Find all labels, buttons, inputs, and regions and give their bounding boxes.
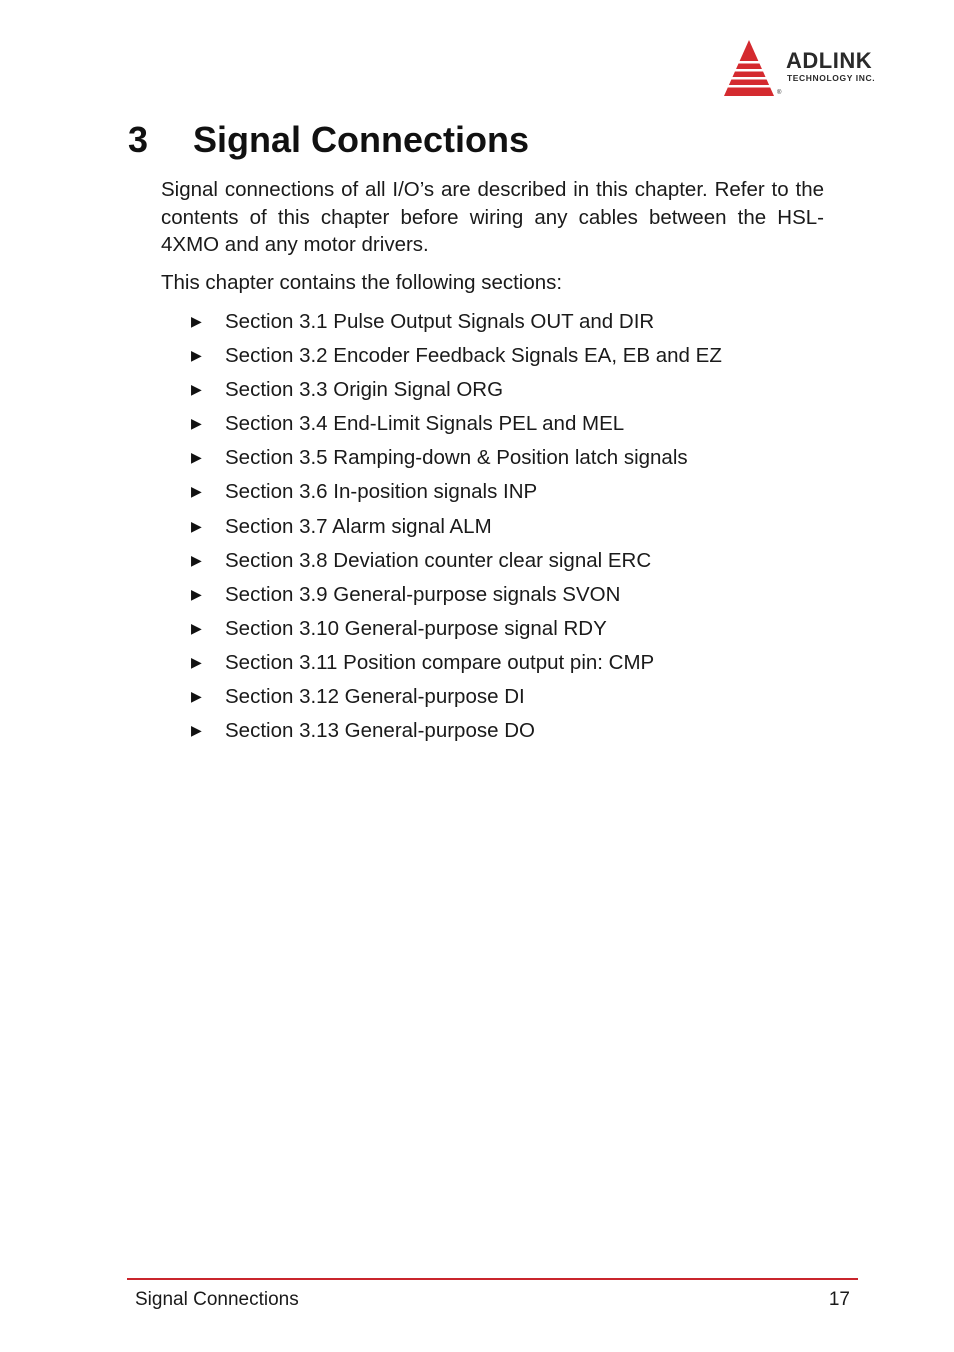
list-item [191, 513, 722, 547]
triangle-bullet-icon: ▶ [191, 688, 202, 705]
section-link-3-6[interactable]: Section 3.6 In-position signals INP [225, 480, 538, 504]
triangle-bullet-icon: ▶ [191, 653, 202, 670]
list-item [191, 410, 722, 444]
chapter-number: 3 [128, 119, 149, 160]
section-link-3-13[interactable]: Section 3.13 General-purpose DO [225, 719, 535, 743]
triangle-bullet-icon: ▶ [191, 449, 202, 466]
list-item [191, 547, 722, 581]
logo-wordmark: ADLINK [786, 48, 873, 73]
section-link-3-7[interactable]: Section 3.7 Alarm signal ALM [225, 514, 492, 538]
footer-chapter-name: Signal Connections [135, 1289, 299, 1310]
sections-lead: This chapter contains the following sections: [161, 271, 563, 294]
section-list [191, 308, 722, 751]
section-link-3-1[interactable]: Section 3.1 Pulse Output Signals OUT and DIR [225, 310, 655, 333]
triangle-bullet-icon: ▶ [191, 619, 202, 636]
list-item [191, 717, 722, 751]
triangle-bullet-icon: ▶ [191, 551, 202, 568]
list-item [191, 444, 722, 478]
chapter-heading [128, 118, 529, 162]
chapter-title: Signal Connections [193, 119, 530, 160]
logo-tagline: TECHNOLOGY INC. [787, 73, 876, 83]
section-link-3-3[interactable]: Section 3.3 Origin Signal ORG [225, 378, 504, 402]
triangle-bullet-icon: ▶ [191, 517, 202, 534]
list-item [191, 581, 722, 615]
triangle-bullet-icon: ▶ [191, 347, 202, 364]
section-link-3-4[interactable]: Section 3.4 End-Limit Signals PEL and MEL [225, 412, 625, 436]
section-link-3-2[interactable]: Section 3.2 Encoder Feedback Signals EA, EB and EZ [225, 344, 722, 368]
triangle-bullet-icon: ▶ [191, 415, 202, 432]
intro-paragraph: Signal connections of all I/O’s are described in this chapter. Refer to the contents of this chapter before wiring any cables between the HSL-4XMO and any motor drivers. [161, 178, 824, 256]
triangle-bullet-icon: ▶ [191, 313, 202, 329]
section-link-3-8[interactable]: Section 3.8 Deviation counter clear signal ERC [225, 548, 652, 572]
list-item [191, 683, 722, 717]
triangle-bullet-icon: ▶ [191, 381, 202, 398]
section-link-3-12[interactable]: Section 3.12 General-purpose DI [225, 685, 525, 709]
list-item [191, 478, 722, 512]
list-item [191, 376, 722, 410]
list-item [191, 308, 722, 342]
adlink-logo [722, 38, 914, 100]
page-number: 17 [828, 1289, 850, 1310]
registered-mark: ® [777, 90, 782, 96]
list-item [191, 649, 722, 683]
list-item [191, 615, 722, 649]
adlink-triangle-icon [722, 38, 784, 100]
section-link-3-9[interactable]: Section 3.9 General-purpose signals SVON [225, 582, 621, 606]
triangle-bullet-icon: ▶ [191, 722, 202, 739]
triangle-bullet-icon: ▶ [191, 483, 202, 500]
section-link-3-5[interactable]: Section 3.5 Ramping-down & Position latch signals [225, 446, 688, 470]
list-item [191, 342, 722, 376]
section-link-3-11[interactable]: Section 3.11 Position compare output pin: CMP [225, 650, 655, 674]
triangle-bullet-icon: ▶ [191, 585, 202, 602]
footer-rule [127, 1278, 858, 1280]
section-link-3-10[interactable]: Section 3.10 General-purpose signal RDY [225, 616, 607, 640]
